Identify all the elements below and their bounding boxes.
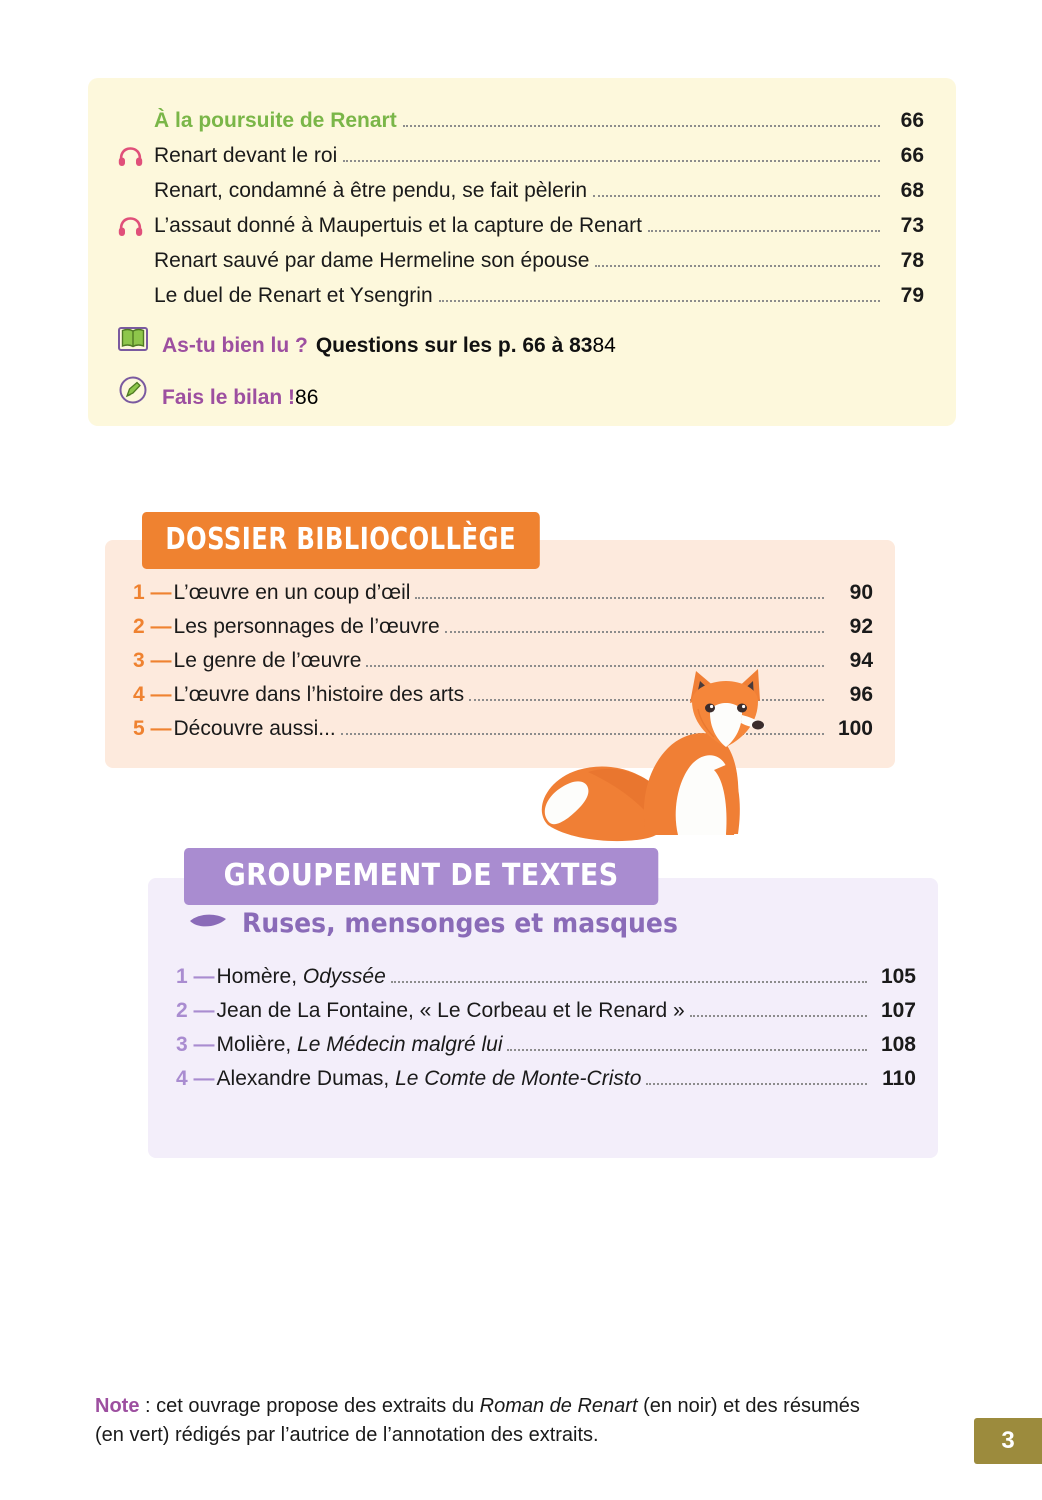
item-label (217, 1033, 503, 1057)
headphone-icon (118, 217, 154, 236)
item-label: Les personnages de l’œuvre (173, 615, 440, 638)
leader-dots (593, 195, 880, 197)
item-number: 3 — (176, 1033, 215, 1056)
groupement-banner-title: GROUPEMENT DE TEXTES (184, 848, 658, 905)
item-label (217, 1067, 642, 1091)
item-number: 1 — (133, 581, 172, 604)
leader-dots (595, 265, 880, 267)
pencil-icon (118, 376, 162, 404)
toc-page-number: 79 (900, 284, 924, 307)
list-item[interactable] (176, 1028, 916, 1062)
note-text-1: : cet ouvrage propose des extraits du (139, 1395, 480, 1417)
list-item[interactable] (176, 994, 916, 1028)
leader-dots (415, 597, 824, 599)
leader-dots (690, 1015, 867, 1017)
bilan-label: Fais le bilan ! (162, 386, 296, 409)
toc-row-bilan[interactable] (118, 364, 924, 416)
item-number: 4 — (133, 683, 172, 706)
item-label: Le genre de l’œuvre (173, 649, 362, 672)
item-label (217, 999, 685, 1023)
page-number-badge: 3 (974, 1418, 1042, 1464)
leader-dots (403, 125, 880, 127)
groupement-list (176, 960, 916, 1096)
item-author: Jean de La Fontaine, « Le Corbeau et le Renard » (216, 999, 685, 1022)
item-work-title: Le Médecin malgré lui (297, 1033, 503, 1056)
item-work-title: Le Comte de Monte-Cristo (395, 1067, 642, 1090)
toc-section-yellow (88, 78, 956, 426)
item-page-number: 110 (882, 1067, 916, 1090)
leader-dots (391, 981, 867, 983)
item-author: Homère, (216, 965, 303, 988)
leader-dots (648, 230, 880, 232)
item-page-number: 108 (880, 1033, 916, 1056)
leader-dots (507, 1049, 867, 1051)
toc-page-number: 66 (900, 109, 924, 132)
item-number: 5 — (133, 717, 172, 740)
item-page-number: 94 (849, 649, 873, 672)
leader-dots (343, 160, 880, 162)
toc-entry-title: Renart, condamné à être pendu, se fait pèlerin (154, 179, 588, 202)
groupement-subtitle-text: Ruses, mensonges et masques (242, 908, 678, 939)
questions-detail: Questions sur les p. 66 à 83 (315, 334, 593, 357)
list-item[interactable] (176, 1062, 916, 1096)
questions-label: As-tu bien lu ? (162, 334, 308, 357)
toc-page-number: 78 (900, 249, 924, 272)
item-page-number: 92 (849, 615, 873, 638)
note-italic-title: Roman de Renart (479, 1395, 638, 1417)
list-item[interactable] (176, 960, 916, 994)
item-label: L’œuvre dans l’histoire des arts (173, 683, 465, 706)
leader-dots (439, 300, 880, 302)
item-number: 3 — (133, 649, 172, 672)
item-label (217, 965, 386, 989)
dossier-banner-title: DOSSIER BIBLIOCOLLÈGE (142, 512, 539, 569)
toc-page-number: 84 (592, 334, 616, 357)
toc-entry-title: À la poursuite de Renart (154, 109, 397, 132)
toc-list (118, 104, 924, 416)
item-author: Alexandre Dumas, (216, 1067, 396, 1090)
item-label: L’œuvre en un coup d’œil (173, 581, 411, 604)
headphone-icon (118, 147, 154, 166)
toc-row[interactable] (118, 139, 924, 174)
toc-page-number: 73 (900, 214, 924, 237)
item-page-number: 107 (880, 999, 916, 1022)
item-number: 2 — (176, 999, 215, 1022)
leader-dots (646, 1083, 867, 1085)
bullet-arrow-icon (188, 912, 228, 935)
item-number: 4 — (176, 1067, 215, 1090)
footer-note (95, 1392, 885, 1450)
toc-page-number: 68 (900, 179, 924, 202)
toc-entry-title: Le duel de Renart et Ysengrin (154, 284, 433, 307)
toc-page-number: 66 (900, 144, 924, 167)
toc-entry-title: Renart devant le roi (154, 144, 338, 167)
groupement-subtitle (188, 908, 711, 939)
note-label: Note (95, 1395, 140, 1417)
toc-page-number: 86 (295, 386, 319, 409)
item-work-title: Odyssée (302, 965, 386, 988)
toc-row-questions[interactable] (118, 314, 924, 364)
open-book-icon (118, 326, 162, 352)
item-page-number: 90 (849, 581, 873, 604)
toc-row[interactable] (118, 174, 924, 209)
item-page-number: 100 (837, 717, 873, 740)
item-number: 1 — (176, 965, 215, 988)
item-author: Molière, (216, 1033, 298, 1056)
item-page-number: 96 (849, 683, 873, 706)
item-number: 2 — (133, 615, 172, 638)
toc-row[interactable] (118, 104, 924, 139)
fox-illustration (528, 620, 818, 870)
toc-row[interactable] (118, 209, 924, 244)
item-label: Découvre aussi... (173, 717, 336, 740)
note-text-2: (en noir) et des résumés (en vert) rédigés par l’autrice de l’annotation des extraits. (95, 1395, 860, 1446)
toc-row[interactable] (118, 279, 924, 314)
list-item[interactable] (133, 576, 873, 610)
item-page-number: 105 (880, 965, 916, 988)
toc-entry-title: Renart sauvé par dame Hermeline son épouse (154, 249, 590, 272)
toc-entry-title: L’assaut donné à Maupertuis et la capture de Renart (154, 214, 642, 237)
toc-row[interactable] (118, 244, 924, 279)
